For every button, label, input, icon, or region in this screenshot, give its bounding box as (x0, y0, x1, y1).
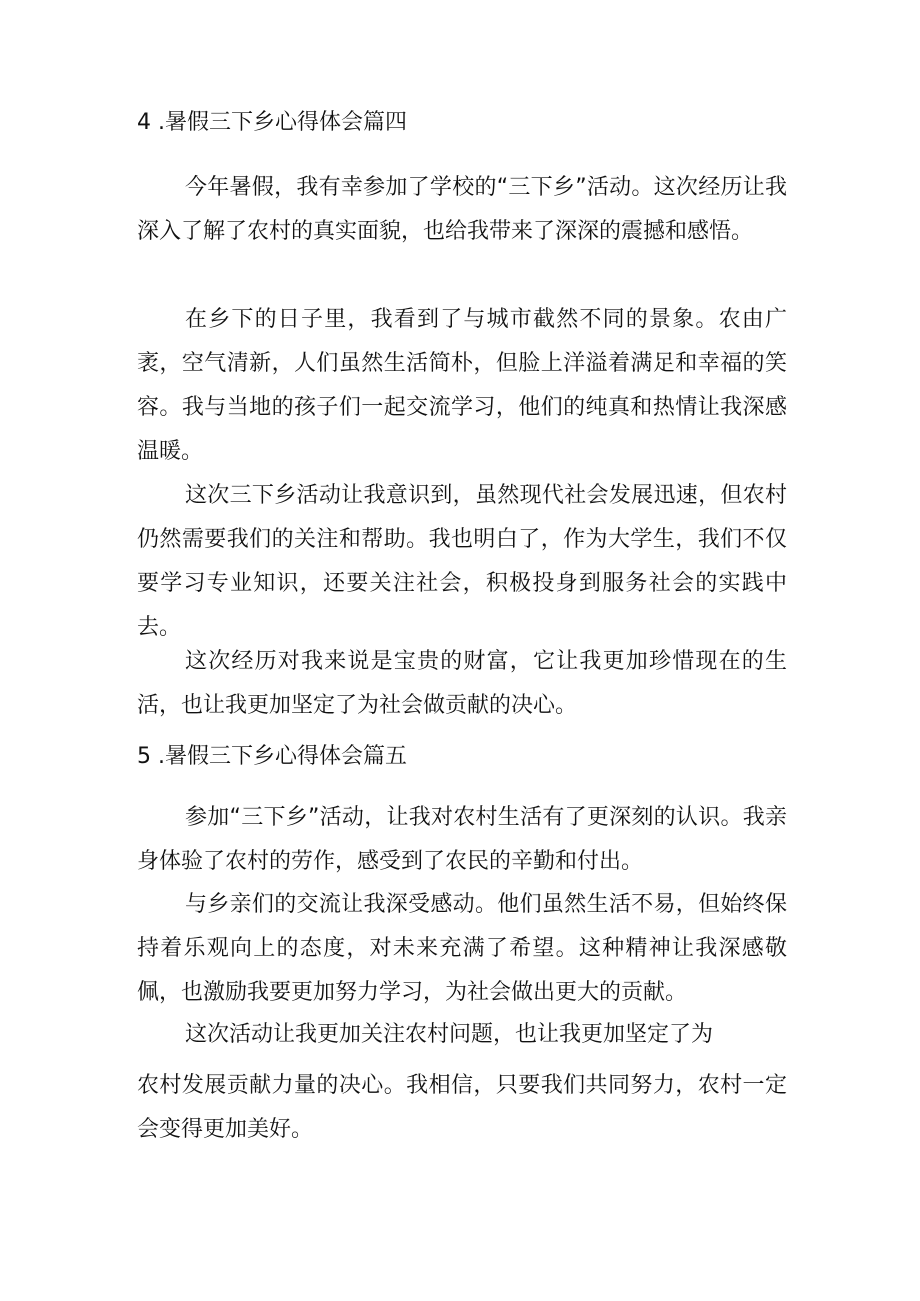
section-4-paragraph-3: 这次三下乡活动让我意识到，虽然现代社会发展迅速，但农村仍然需要我们的关注和帮助。我也明白了，作为大学生，我们不仅要学习专业知识，还要关注社会，积极投身到服务社会的实践中去。 (137, 483, 787, 640)
section-4-paragraph-4: 这次经历对我来说是宝贵的财富，它让我更加珍惜现在的生活，也让我更加坚定了为社会做贡献的决心。 (137, 649, 787, 718)
section-5-paragraph-3: 这次活动让我更加关注农村问题，也让我更加坚定了为 (185, 1022, 714, 1047)
section-5-paragraph-1: 参加“三下乡”活动，让我对农村生活有了更深刻的认识。我亲身体验了农村的劳作，感受到了农民的辛勤和付出。 (137, 805, 788, 874)
section-5-paragraph-4: 农村发展贡献力量的决心。我相信，只要我们共同努力，农村一定会变得更加美好。 (137, 1073, 787, 1142)
section-4-heading: 4 .暑假三下乡心得体会篇四 (137, 110, 407, 135)
section-5-paragraph-2: 与乡亲们的交流让我深受感动。他们虽然生活不易，但始终保持着乐观向上的态度，对未来充满了希望。这种精神让我深感敬佩，也激励我要更加努力学习，为社会做出更大的贡献。 (137, 892, 787, 1005)
section-5-heading: 5 .暑假三下乡心得体会篇五 (137, 744, 407, 769)
section-4-paragraph-1: 今年暑假，我有幸参加了学校的“三下乡”活动。这次经历让我深入了解了农村的真实面貌，也给我带来了深深的震撼和感悟。 (137, 175, 788, 244)
section-4-paragraph-2: 在乡下的日子里，我看到了与城市截然不同的景象。农由广袤，空气清新，人们虽然生活简朴，但脸上洋溢着满足和幸福的笑容。我与当地的孩子们一起交流学习，他们的纯真和热情让我深感温暖。 (137, 307, 787, 464)
